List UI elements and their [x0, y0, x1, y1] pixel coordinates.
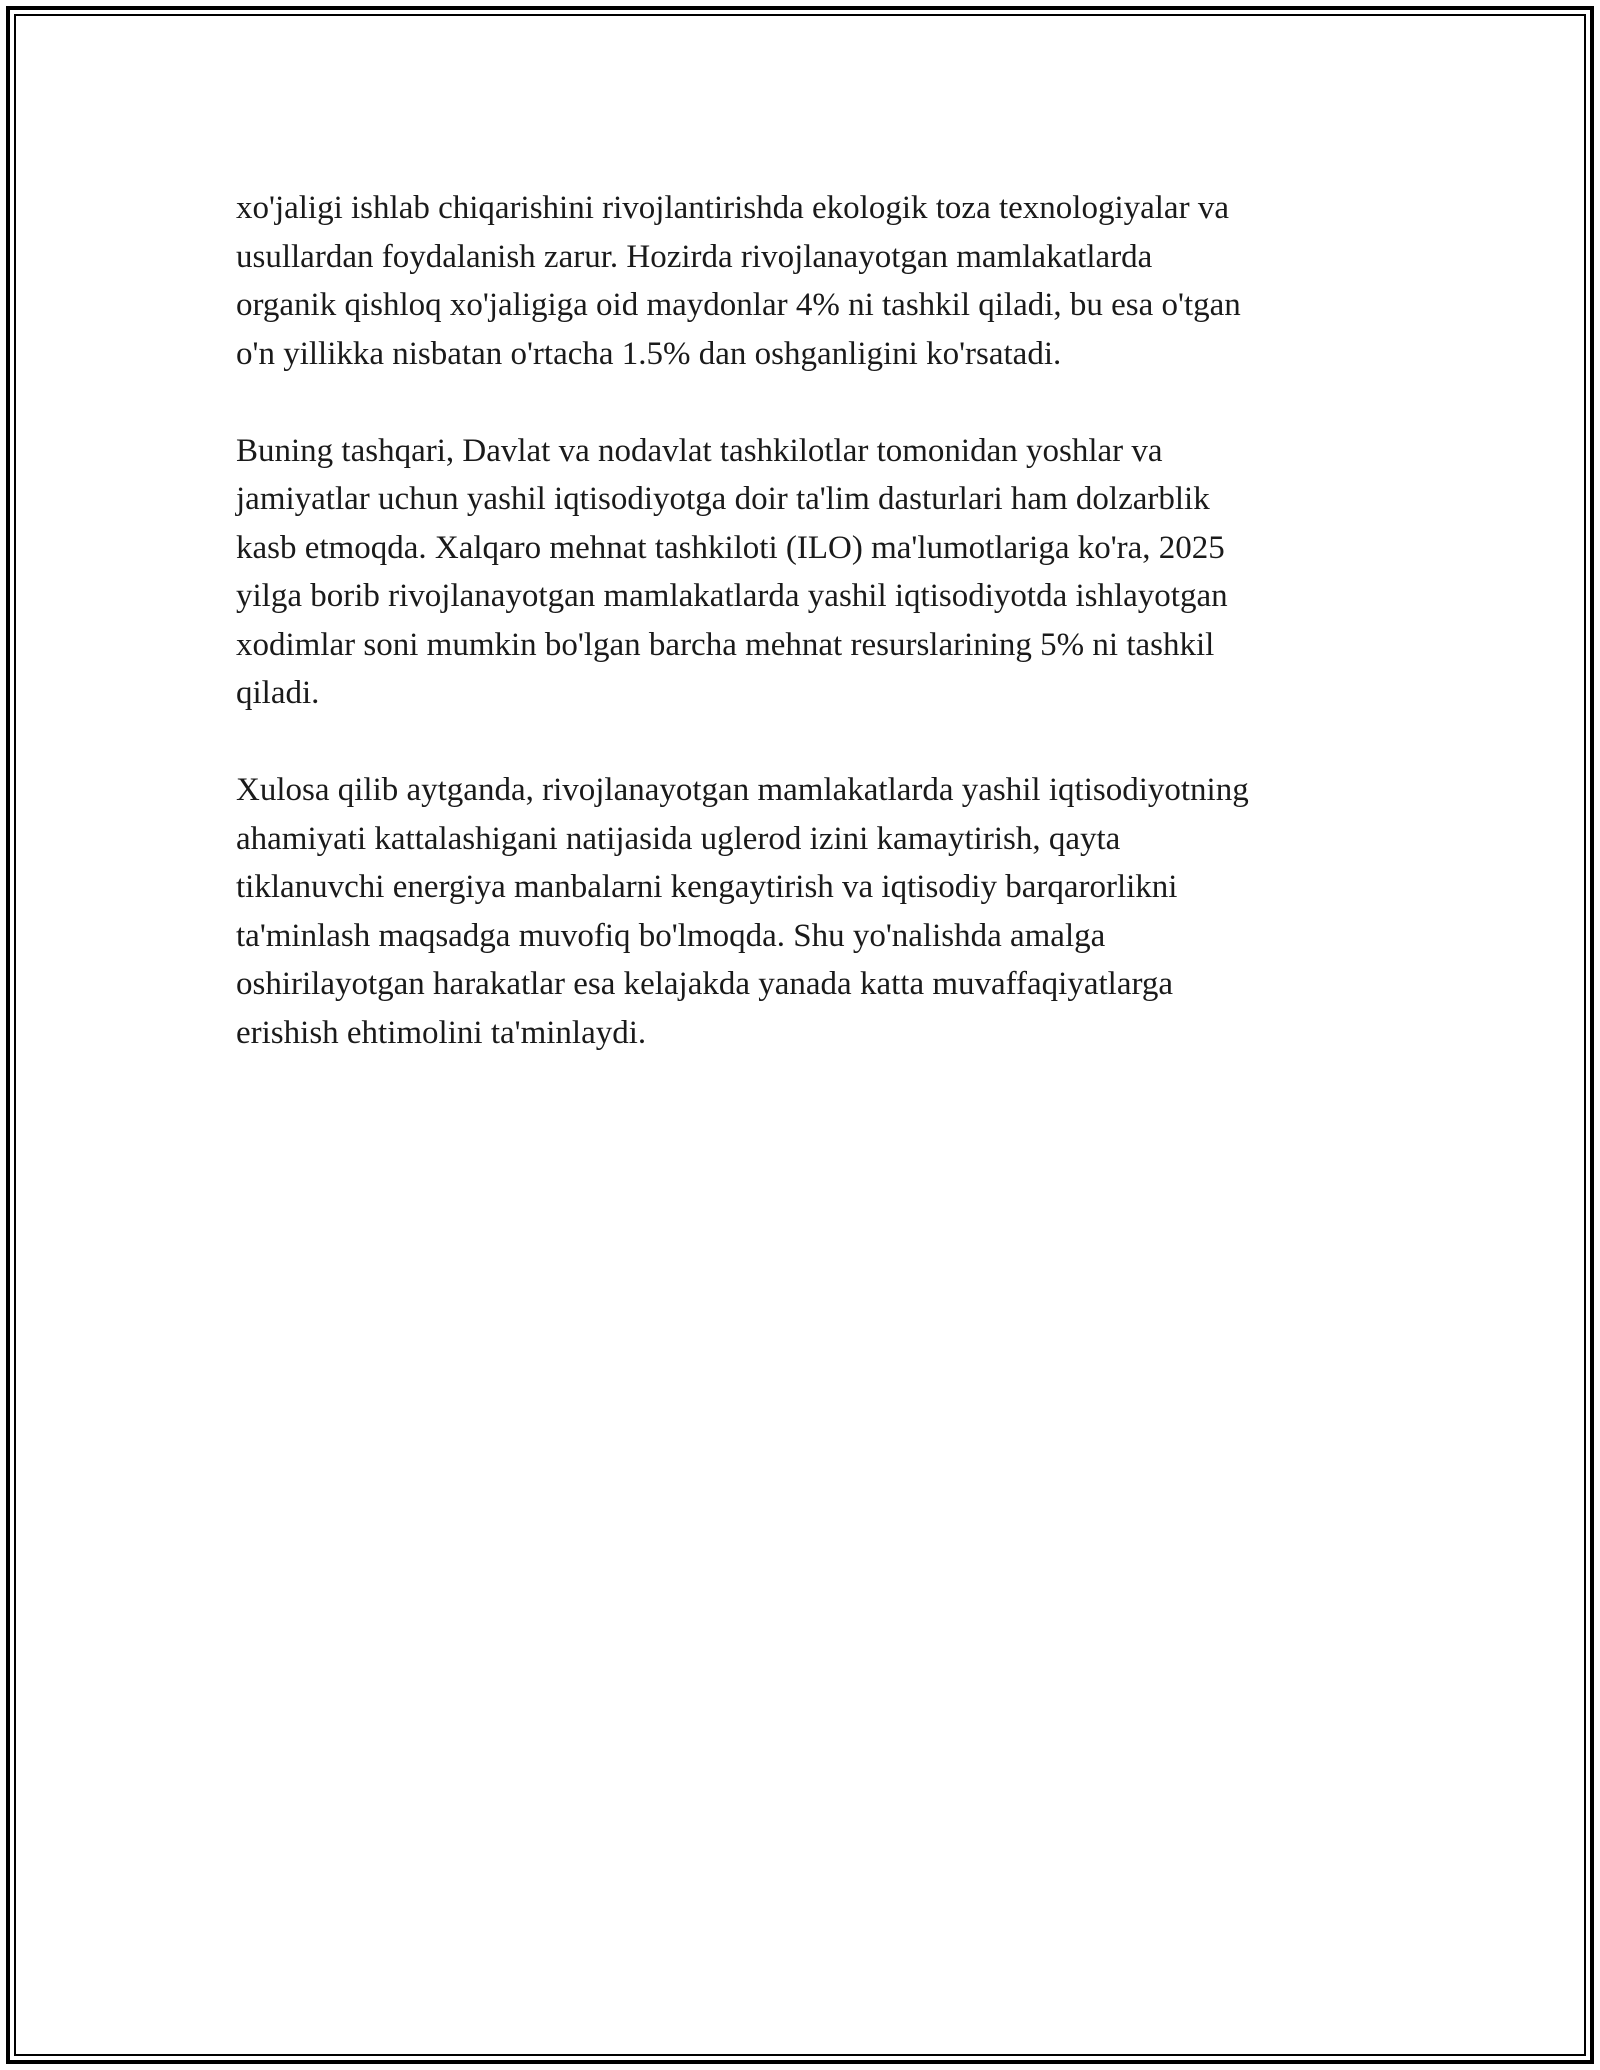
paragraph-conclusion: Xulosa qilib aytganda, rivojlanayotgan mamlakatlarda yashil iqtisodiyotning ahamiyati kattalashigani natijasida uglerod izini kamaytirish, qayta tiklanuvchi energiya manbalarni kengaytirish va iqtisodiy barqarorlikni ta'minlash maqsadga muvofiq bo'lmoqda. Shu yo'nalishda amalga oshirilayotgan harakatlar esa kelajakda yanada katta muvaffaqiyatlarga erishish ehtimolini ta'minlaydi.	[236, 772, 1249, 1051]
document-body	[236, 184, 1376, 1106]
paragraph-education-programs: Buning tashqari, Davlat va nodavlat tashkilotlar tomonidan yoshlar va jamiyatlar uchun yashil iqtisodiyotga doir ta'lim dasturlari ham dolzarblik kasb etmoqda. Xalqaro mehnat tashkiloti (ILO) ma'lumotlariga ko'ra, 2025 yilga borib rivojlanayotgan mamlakatlarda yashil iqtisodiyotda ishlayotgan xodimlar soni mumkin bo'lgan barcha mehnat resurslarining 5% ni tashkil qiladi.	[236, 432, 1228, 711]
paragraph-organic-farming: xo'jaligi ishlab chiqarishini rivojlantirishda ekologik toza texnologiyalar va usullardan foydalanish zarur. Hozirda rivojlanayotgan mamlakatlarda organik qishloq xo'jaligiga oid maydonlar 4% ni tashkil qiladi, bu esa o'tgan o'n yillikka nisbatan o'rtacha 1.5% dan oshganligini ko'rsatadi.	[236, 190, 1241, 372]
